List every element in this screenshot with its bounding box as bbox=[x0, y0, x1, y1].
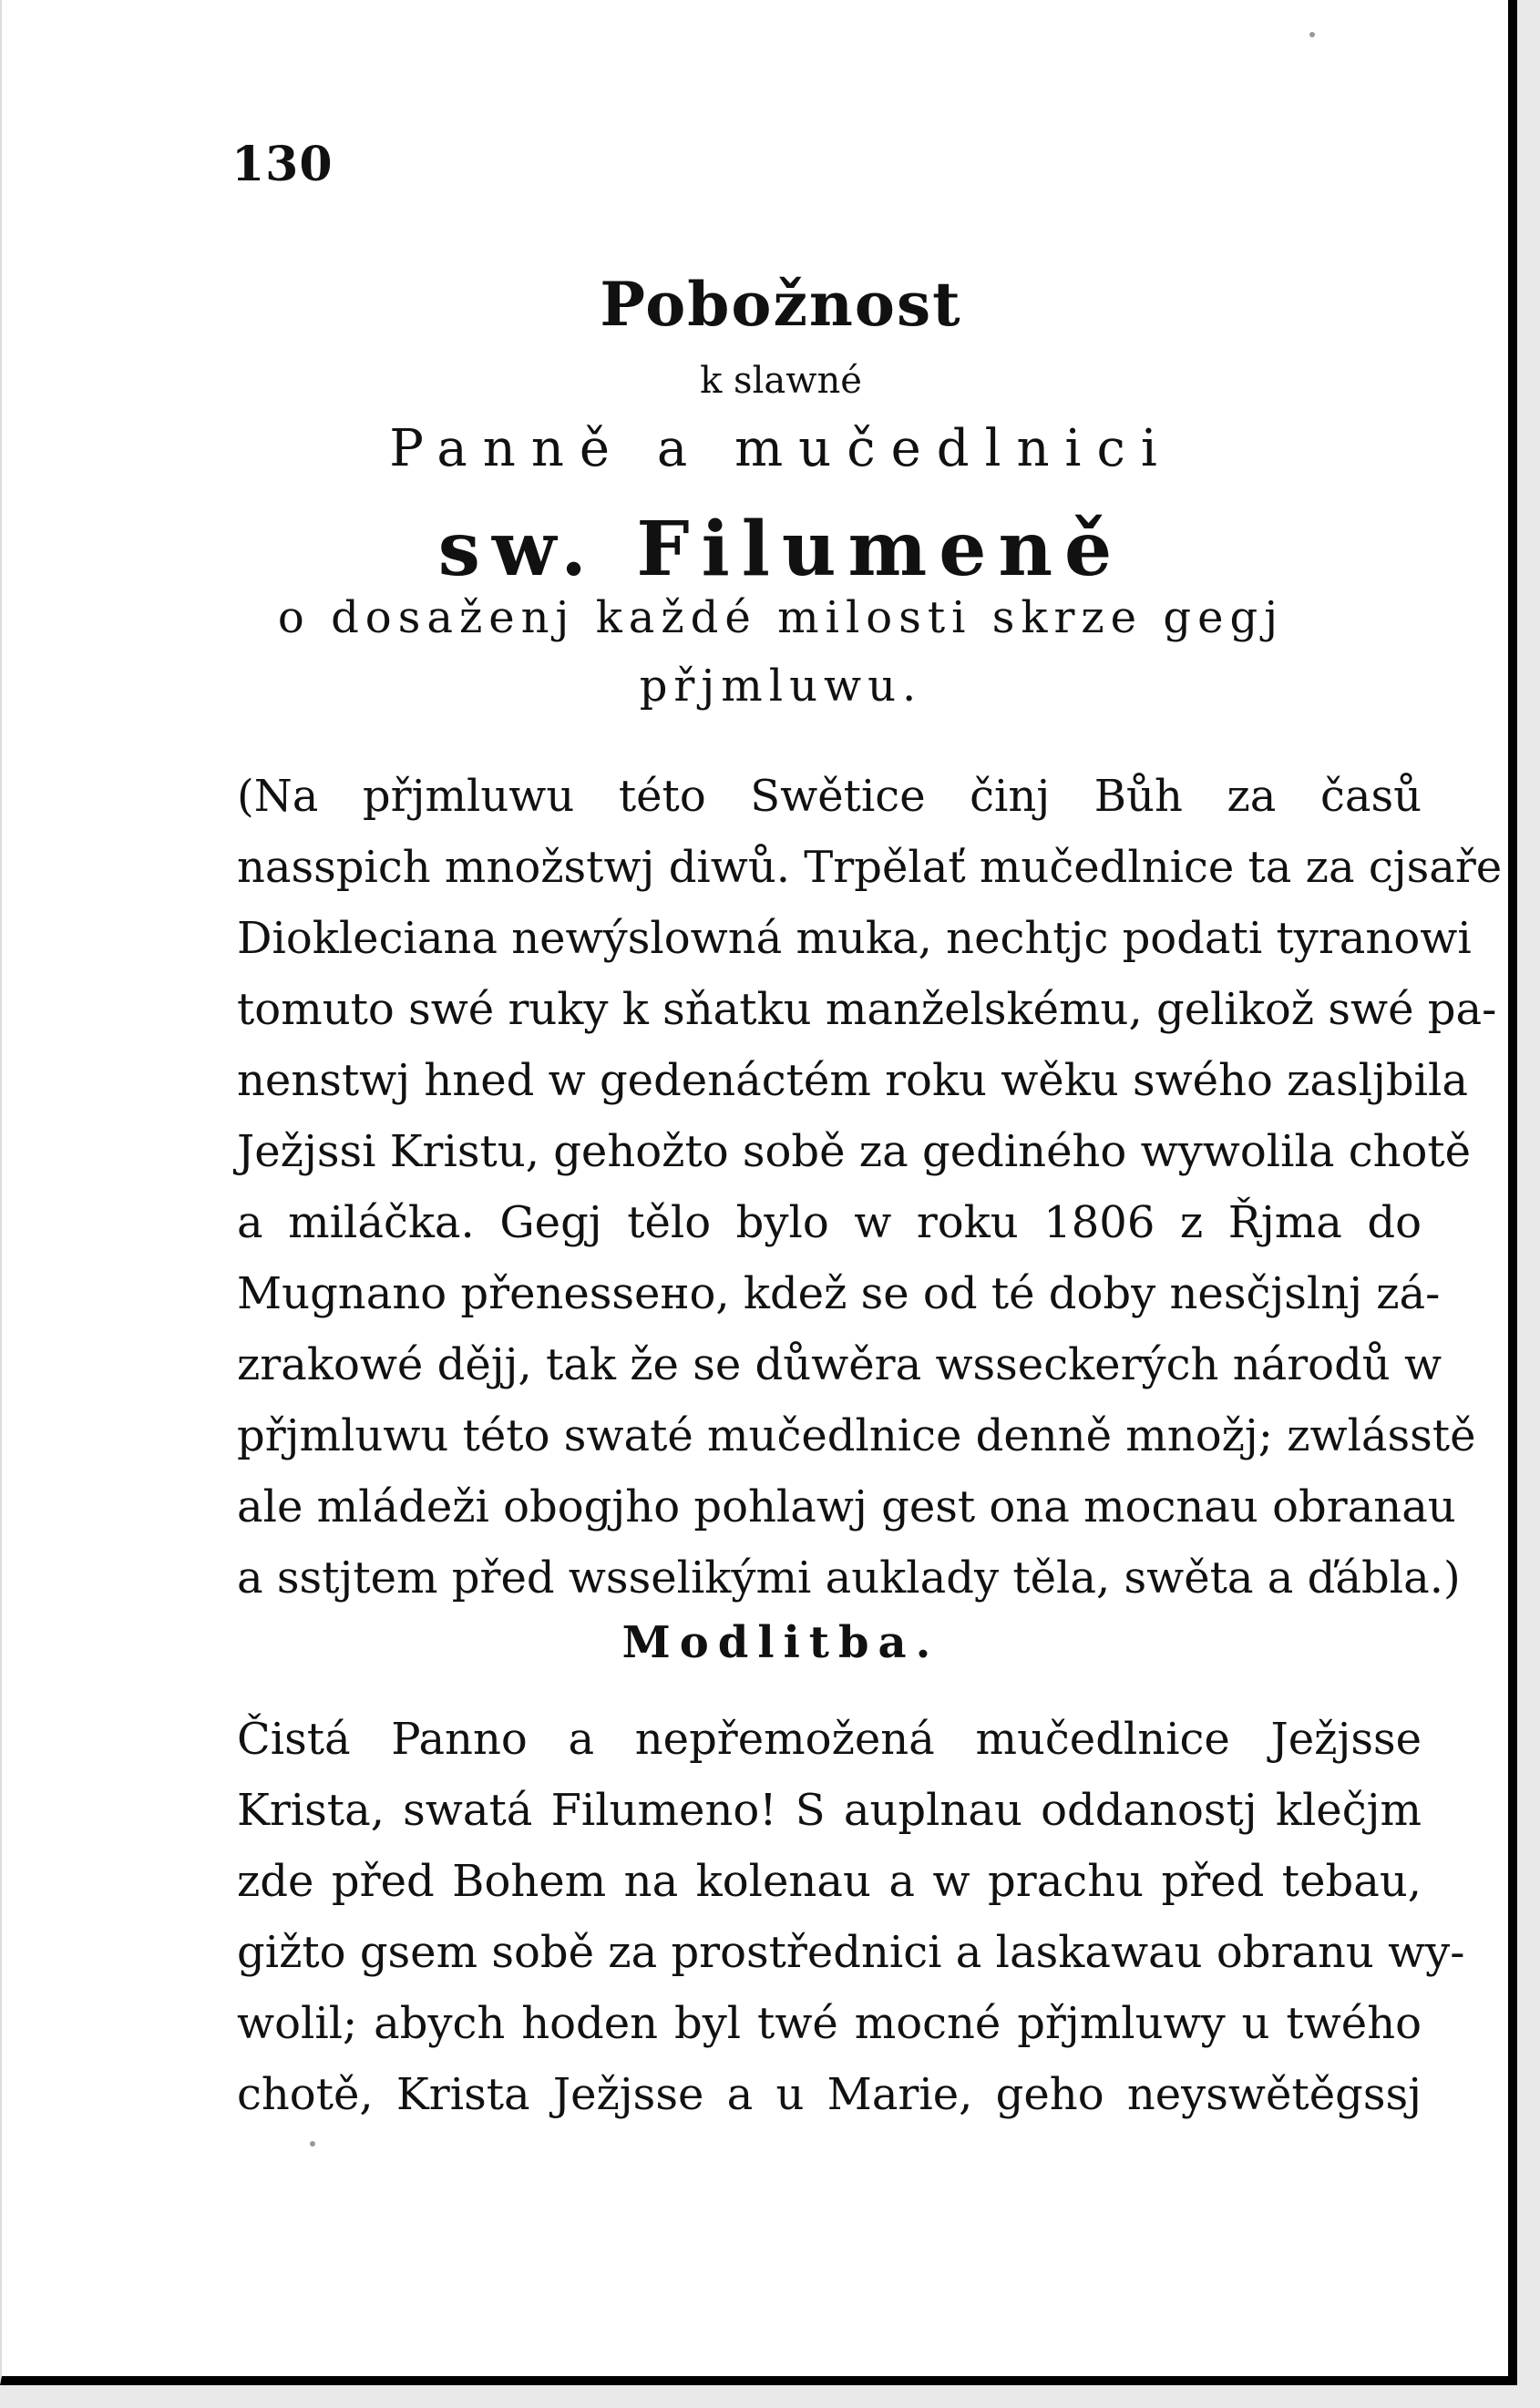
paper-speck bbox=[310, 2141, 315, 2147]
intro-paragraph bbox=[237, 761, 1503, 1614]
prayer-paragraph bbox=[237, 1704, 1465, 2130]
text-line: Čistá Panno a nepřemožená mučedlnice Ježjsse bbox=[237, 1714, 1422, 1765]
text-line: gižto gsem sobě za prostřednici a laskawau obranu wy- bbox=[237, 1927, 1465, 1978]
text-line: Diokleciana newýslowná muka, nechtjc podati tyranowi bbox=[237, 913, 1472, 964]
text-line: Mugnano přenessено, kdež se od té doby nesčjslnj zá- bbox=[237, 1268, 1441, 1319]
heading-line-3: Panně a mučedlnici bbox=[389, 419, 1173, 478]
text-line: (Na přjmluwu této Swětice činj Bůh za časů bbox=[237, 771, 1422, 822]
text-line: ale mládeži obogjho pohlawj gest ona mocnau obranau bbox=[237, 1481, 1456, 1532]
prayer-heading: Modlitba. bbox=[621, 1617, 940, 1668]
heading-line-2: k slawné bbox=[700, 360, 862, 402]
text-line: chotě, Krista Ježjsse a u Marie, geho neyswětěgssj bbox=[237, 2069, 1422, 2120]
text-line: Krista, swatá Filumeno! S auplnau oddanostj klečjm bbox=[237, 1785, 1422, 1836]
text-line: přjmluwu této swaté mučedlnice denně množj; zwlásstě bbox=[237, 1410, 1476, 1461]
text-line: zrakowé dějj, tak že se důwěra wsseckerých národů w bbox=[237, 1339, 1442, 1390]
text-line: a sstjtem před wsselikými auklady těla, swěta a ďábla.) bbox=[237, 1552, 1461, 1604]
text-line: a miláčka. Gegj tělo bylo w roku 1806 z Řjma do bbox=[237, 1197, 1422, 1248]
text-line: nenstwj hned w gedenáctém roku wěku swého zasljbila bbox=[237, 1055, 1468, 1106]
text-line: nasspich množstwj diwů. Trpělať mučedlnice ta za cjsaře bbox=[237, 842, 1503, 893]
page-number: 130 bbox=[231, 137, 334, 192]
heading-title: Pobožnost bbox=[600, 269, 962, 340]
heading-saint-name: sw. Filumeně bbox=[437, 506, 1124, 593]
text-line: zde před Bohem na kolenau a w prachu před tebau, bbox=[237, 1856, 1422, 1907]
heading-line-5: o dosaženj každé milosti skrze gegj bbox=[277, 592, 1285, 643]
heading-line-6: přjmluwu. bbox=[639, 661, 923, 712]
text-line: Ježjssi Kristu, gehožto sobě za gediného wywolila chotě bbox=[237, 1126, 1472, 1177]
text-line: tomuto swé ruky k sňatku manželskému, gelikož swé pa- bbox=[237, 984, 1497, 1035]
paper-speck bbox=[1309, 32, 1315, 37]
text-line: wolil; abych hoden byl twé mocné přjmluwy u twého bbox=[237, 1998, 1422, 2049]
